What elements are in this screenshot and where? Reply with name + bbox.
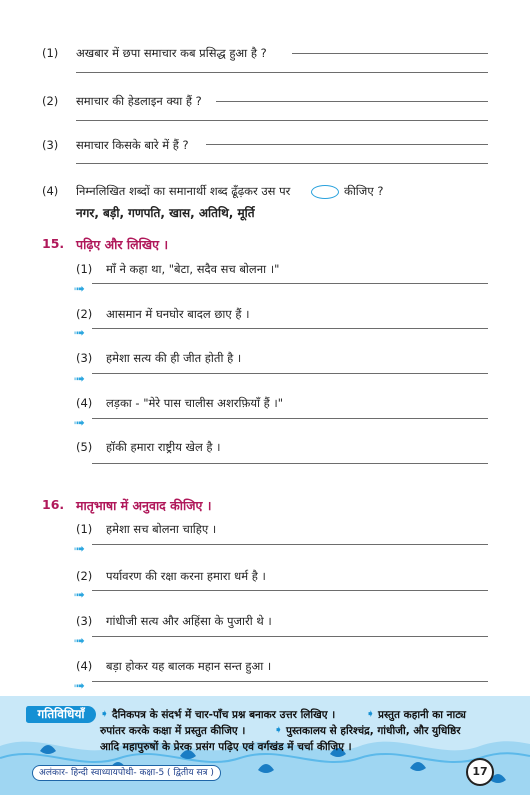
answer-line[interactable] bbox=[92, 418, 488, 419]
book-title-footer: अलंकार- हिन्दी स्वाध्यायपोथी- कक्षा-5 ( द्वितीय सत्र ) bbox=[32, 765, 221, 781]
arrow-icon: ➟ bbox=[74, 416, 85, 431]
item-text: हमेशा सच बोलना चाहिए । bbox=[106, 522, 217, 536]
section-15-number: 15. bbox=[42, 236, 65, 251]
question-1-number: (1) bbox=[42, 46, 59, 60]
section-15-title: पढ़िए और लिखिए । bbox=[76, 237, 169, 252]
answer-line[interactable] bbox=[92, 283, 488, 284]
activity-text-1a: दैनिकपत्र के संदर्भ में चार-पाँच प्रश्न बनाकर उत्तर लिखिए । bbox=[112, 709, 336, 721]
item-number: (1) bbox=[76, 262, 93, 276]
answer-line[interactable] bbox=[76, 72, 488, 73]
section-16-title: मातृभाषा में अनुवाद कीजिए । bbox=[76, 498, 212, 513]
arrow-icon: ➟ bbox=[74, 634, 85, 649]
page-number: 17 bbox=[466, 758, 494, 786]
item-number: (2) bbox=[76, 569, 93, 583]
arrow-icon: ➟ bbox=[74, 588, 85, 603]
item-text: बड़ा होकर यह बालक महान सन्त हुआ । bbox=[106, 659, 272, 673]
question-3-number: (3) bbox=[42, 138, 59, 152]
answer-line[interactable] bbox=[92, 636, 488, 637]
arrow-icon: ➟ bbox=[74, 282, 85, 297]
arrow-icon: ➟ bbox=[74, 679, 85, 694]
answer-line[interactable] bbox=[216, 101, 488, 102]
bullet-arrow-icon: ➧ bbox=[274, 724, 283, 736]
answer-line[interactable] bbox=[206, 144, 488, 145]
bullet-arrow-icon: ➧ bbox=[100, 708, 109, 720]
item-number: (1) bbox=[76, 522, 93, 536]
answer-line[interactable] bbox=[76, 163, 488, 164]
question-2-text: समाचार की हेडलाइन क्या हैं ? bbox=[76, 94, 202, 108]
answer-line[interactable] bbox=[92, 681, 488, 682]
question-3-text: समाचार किसके बारे में हैं ? bbox=[76, 138, 189, 152]
question-2-number: (2) bbox=[42, 94, 59, 108]
item-text: लड़का - "मेरे पास चालीस अशरफ़ियाँ हैं ।" bbox=[106, 396, 284, 410]
question-4-number: (4) bbox=[42, 184, 59, 198]
item-text: पर्यावरण की रक्षा करना हमारा धर्म है । bbox=[106, 569, 266, 583]
question-1-text: अखबार में छपा समाचार कब प्रसिद्ध हुआ है ? bbox=[76, 46, 267, 60]
section-16-number: 16. bbox=[42, 497, 65, 512]
answer-line[interactable] bbox=[92, 328, 488, 329]
item-number: (3) bbox=[76, 614, 93, 628]
answer-line[interactable] bbox=[76, 120, 488, 121]
item-text: आसमान में घनघोर बादल छाए हैं । bbox=[106, 307, 250, 321]
synonym-word-list: नगर, बड़ी, गणपति, खास, अतिथि, मूर्ति bbox=[76, 206, 255, 220]
question-4-text-end: कीजिए ? bbox=[344, 184, 384, 198]
arrow-icon: ➟ bbox=[74, 326, 85, 341]
item-number: (2) bbox=[76, 307, 93, 321]
item-text: हॉकी हमारा राष्ट्रीय खेल है । bbox=[106, 440, 221, 454]
item-text: हमेशा सत्य की ही जीत होती है । bbox=[106, 351, 242, 365]
answer-line[interactable] bbox=[292, 53, 488, 54]
activity-label: गतिविधियाँ bbox=[26, 706, 96, 723]
arrow-icon: ➟ bbox=[74, 372, 85, 387]
answer-line[interactable] bbox=[92, 544, 488, 545]
circle-mark-icon bbox=[311, 185, 339, 199]
activity-text-3: आदि महापुरुषों के प्रेरक प्रसंग पढ़िए एवं वर्गखंड में चर्चा कीजिए । bbox=[100, 741, 352, 753]
answer-line[interactable] bbox=[92, 463, 488, 464]
item-number: (3) bbox=[76, 351, 93, 365]
answer-line[interactable] bbox=[92, 373, 488, 374]
item-number: (4) bbox=[76, 659, 93, 673]
item-text: गांधीजी सत्य और अहिंसा के पुजारी थे । bbox=[106, 614, 272, 628]
activity-text-2b: पुस्तकालय से हरिश्चंद्र, गांधीजी, और युधिष्ठिर bbox=[286, 725, 461, 737]
answer-line[interactable] bbox=[92, 590, 488, 591]
bullet-arrow-icon: ➧ bbox=[366, 708, 375, 720]
item-text: माँ ने कहा था, "बेटा, सदैव सच बोलना ।" bbox=[106, 262, 280, 276]
activity-text-2a: रुपांतर करके कक्षा में प्रस्तुत कीजिए । bbox=[100, 725, 246, 737]
question-4-text: निम्नलिखित शब्दों का समानार्थी शब्द ढूँढ़कर उस पर bbox=[76, 184, 291, 198]
arrow-icon: ➟ bbox=[74, 542, 85, 557]
item-number: (5) bbox=[76, 440, 93, 454]
item-number: (4) bbox=[76, 396, 93, 410]
activity-text-1b: प्रस्तुत कहानी का नाट्य bbox=[378, 709, 466, 721]
